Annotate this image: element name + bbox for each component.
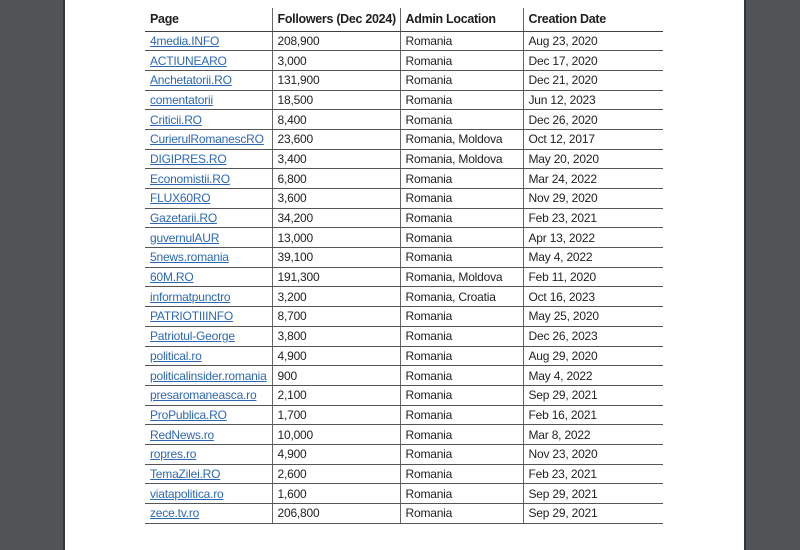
cell-creation-date: Sep 29, 2021: [523, 385, 663, 405]
cell-admin-location: Romania: [400, 70, 523, 90]
cell-page: [145, 129, 272, 149]
table-row: [145, 307, 663, 327]
page-link[interactable]: Economistii.RO: [150, 171, 230, 186]
page-link[interactable]: political.ro: [150, 348, 202, 363]
cell-followers: 3,000: [272, 51, 400, 71]
cell-followers: 13,000: [272, 228, 400, 248]
table-row: [145, 90, 663, 110]
cell-followers: 34,200: [272, 208, 400, 228]
cell-page: [145, 504, 272, 524]
cell-followers: 3,200: [272, 287, 400, 307]
cell-page: [145, 287, 272, 307]
table-row: [145, 326, 663, 346]
cell-page: [145, 385, 272, 405]
cell-page: [145, 346, 272, 366]
column-header-creation-date: Creation Date: [523, 8, 663, 31]
cell-admin-location: Romania: [400, 228, 523, 248]
page-link[interactable]: Anchetatorii.RO: [150, 73, 232, 88]
cell-creation-date: Sep 29, 2021: [523, 484, 663, 504]
cell-creation-date: Aug 29, 2020: [523, 346, 663, 366]
cell-page: [145, 484, 272, 504]
table-row: [145, 70, 663, 90]
cell-creation-date: Apr 13, 2022: [523, 228, 663, 248]
table-row: [145, 504, 663, 524]
cell-page: [145, 149, 272, 169]
cell-followers: 4,900: [272, 346, 400, 366]
cell-admin-location: Romania: [400, 189, 523, 209]
cell-followers: 2,100: [272, 385, 400, 405]
page-link[interactable]: viatapolitica.ro: [150, 486, 224, 501]
table-row: [145, 366, 663, 386]
cell-page: [145, 169, 272, 189]
cell-creation-date: Oct 12, 2017: [523, 129, 663, 149]
cell-creation-date: Nov 29, 2020: [523, 189, 663, 209]
page-link[interactable]: zece.tv.ro: [150, 506, 200, 521]
cell-page: [145, 248, 272, 268]
cell-followers: 6,800: [272, 169, 400, 189]
cell-page: [145, 405, 272, 425]
cell-creation-date: Feb 11, 2020: [523, 267, 663, 287]
cell-admin-location: Romania: [400, 425, 523, 445]
cell-page: [145, 425, 272, 445]
table-row: [145, 110, 663, 130]
cell-page: [145, 267, 272, 287]
page-link[interactable]: informatpunctro: [150, 289, 231, 304]
cell-creation-date: Dec 26, 2020: [523, 110, 663, 130]
cell-page: [145, 110, 272, 130]
cell-creation-date: Feb 16, 2021: [523, 405, 663, 425]
cell-followers: 3,400: [272, 149, 400, 169]
cell-admin-location: Romania, Moldova: [400, 149, 523, 169]
cell-admin-location: Romania: [400, 385, 523, 405]
cell-admin-location: Romania: [400, 169, 523, 189]
cell-creation-date: Feb 23, 2021: [523, 208, 663, 228]
cell-followers: 18,500: [272, 90, 400, 110]
cell-admin-location: Romania, Croatia: [400, 287, 523, 307]
cell-page: [145, 326, 272, 346]
header-row: [145, 8, 663, 31]
cell-followers: 1,600: [272, 484, 400, 504]
cell-creation-date: Aug 23, 2020: [523, 31, 663, 51]
cell-page: [145, 228, 272, 248]
cell-followers: 4,900: [272, 444, 400, 464]
cell-admin-location: Romania: [400, 504, 523, 524]
cell-admin-location: Romania: [400, 484, 523, 504]
page-link[interactable]: comentatorii: [150, 92, 213, 107]
table-row: [145, 444, 663, 464]
page-link[interactable]: politicalinsider.romania: [150, 368, 267, 383]
cell-followers: 2,600: [272, 464, 400, 484]
cell-followers: 8,700: [272, 307, 400, 327]
table-row: [145, 51, 663, 71]
page-link[interactable]: 60M.RO: [150, 270, 194, 285]
cell-admin-location: Romania: [400, 464, 523, 484]
cell-followers: 10,000: [272, 425, 400, 445]
cell-page: [145, 189, 272, 209]
cell-page: [145, 366, 272, 386]
cell-page: [145, 307, 272, 327]
cell-followers: 900: [272, 366, 400, 386]
cell-page: [145, 90, 272, 110]
table-row: [145, 464, 663, 484]
cell-admin-location: Romania: [400, 248, 523, 268]
table-row: [145, 425, 663, 445]
table-row: [145, 484, 663, 504]
cell-creation-date: Mar 8, 2022: [523, 425, 663, 445]
cell-creation-date: Nov 23, 2020: [523, 444, 663, 464]
cell-followers: 3,800: [272, 326, 400, 346]
cell-admin-location: Romania: [400, 366, 523, 386]
page-link[interactable]: ProPublica.RO: [150, 407, 227, 422]
table-row: [145, 405, 663, 425]
cell-creation-date: Jun 12, 2023: [523, 90, 663, 110]
column-header-page: Page: [145, 8, 272, 31]
table-row: [145, 248, 663, 268]
table-row: [145, 385, 663, 405]
cell-creation-date: Mar 24, 2022: [523, 169, 663, 189]
cell-page: [145, 31, 272, 51]
cell-admin-location: Romania: [400, 110, 523, 130]
table-row: [145, 129, 663, 149]
cell-followers: 208,900: [272, 31, 400, 51]
cell-admin-location: Romania: [400, 444, 523, 464]
table-row: [145, 169, 663, 189]
cell-creation-date: Dec 17, 2020: [523, 51, 663, 71]
table-body: [145, 31, 663, 523]
page-link[interactable]: FLUX60RO: [150, 191, 211, 206]
cell-followers: 39,100: [272, 248, 400, 268]
cell-creation-date: May 4, 2022: [523, 248, 663, 268]
cell-admin-location: Romania: [400, 307, 523, 327]
cell-creation-date: May 20, 2020: [523, 149, 663, 169]
cell-creation-date: May 4, 2022: [523, 366, 663, 386]
column-header-admin-location: Admin Location: [400, 8, 523, 31]
page-link[interactable]: TemaZilei.RO: [150, 466, 221, 481]
cell-admin-location: Romania: [400, 51, 523, 71]
cell-creation-date: Sep 29, 2021: [523, 504, 663, 524]
table-header: [145, 8, 663, 31]
cell-admin-location: Romania: [400, 90, 523, 110]
page-link[interactable]: Gazetarii.RO: [150, 211, 217, 226]
table-row: [145, 267, 663, 287]
cell-followers: 23,600: [272, 129, 400, 149]
page-link[interactable]: ACTIUNEARO: [150, 53, 227, 68]
cell-admin-location: Romania, Moldova: [400, 129, 523, 149]
cell-admin-location: Romania, Moldova: [400, 267, 523, 287]
table-row: [145, 346, 663, 366]
page-link[interactable]: Patriotul-George: [150, 329, 235, 344]
cell-creation-date: Feb 23, 2021: [523, 464, 663, 484]
cell-admin-location: Romania: [400, 346, 523, 366]
table-row: [145, 287, 663, 307]
table-row: [145, 31, 663, 51]
cell-admin-location: Romania: [400, 405, 523, 425]
cell-followers: 8,400: [272, 110, 400, 130]
page-link[interactable]: CurierulRomanescRO: [150, 132, 264, 147]
cell-page: [145, 464, 272, 484]
page-link[interactable]: ropres.ro: [150, 447, 197, 462]
cell-followers: 1,700: [272, 405, 400, 425]
page-link[interactable]: guvernulAUR: [150, 230, 220, 245]
cell-page: [145, 444, 272, 464]
cell-creation-date: Dec 21, 2020: [523, 70, 663, 90]
pages-table: [145, 8, 663, 524]
table-row: [145, 228, 663, 248]
page-link[interactable]: 5news.romania: [150, 250, 229, 265]
cell-creation-date: May 25, 2020: [523, 307, 663, 327]
cell-creation-date: Oct 16, 2023: [523, 287, 663, 307]
page-link[interactable]: Criticii.RO: [150, 112, 202, 127]
cell-followers: 191,300: [272, 267, 400, 287]
cell-creation-date: Dec 26, 2023: [523, 326, 663, 346]
cell-followers: 131,900: [272, 70, 400, 90]
cell-admin-location: Romania: [400, 326, 523, 346]
table-row: [145, 149, 663, 169]
cell-page: [145, 208, 272, 228]
cell-followers: 3,600: [272, 189, 400, 209]
document-page: [63, 0, 746, 550]
cell-page: [145, 51, 272, 71]
table-row: [145, 208, 663, 228]
page-link[interactable]: RedNews.ro: [150, 427, 215, 442]
cell-page: [145, 70, 272, 90]
page-link[interactable]: PATRIOTIIINFO: [150, 309, 233, 324]
page-link[interactable]: 4media.INFO: [150, 33, 220, 48]
page-link[interactable]: DIGIPRES.RO: [150, 151, 227, 166]
column-header-followers: Followers (Dec 2024): [272, 8, 400, 31]
page-link[interactable]: presaromaneasca.ro: [150, 388, 257, 403]
cell-admin-location: Romania: [400, 208, 523, 228]
cell-followers: 206,800: [272, 504, 400, 524]
table-row: [145, 189, 663, 209]
cell-admin-location: Romania: [400, 31, 523, 51]
